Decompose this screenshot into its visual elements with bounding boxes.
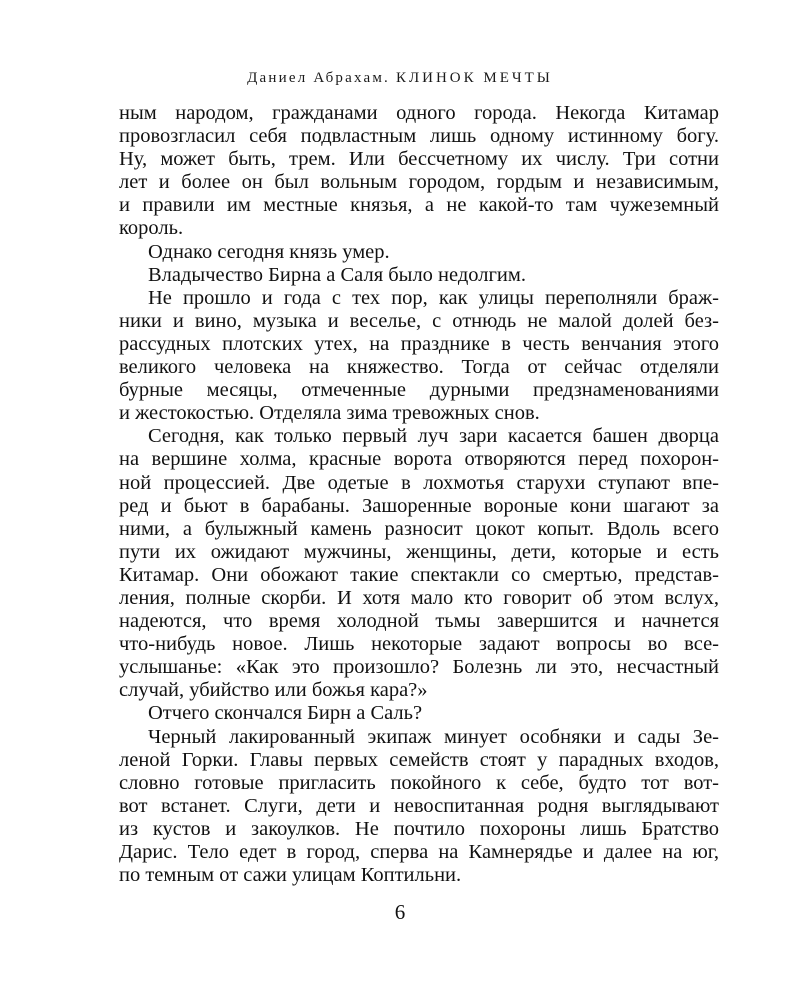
text-line: по темным от сажи улицам Коптильни. (119, 864, 462, 887)
text-line: ред и бьют в барабаны. Зашоренные вороные кони шагают за (119, 494, 719, 517)
text-line: случай, убийство или божья кара?» (119, 679, 428, 702)
text-line: лет и более он был вольным городом, гордым и независимым, (119, 171, 719, 194)
text-line: ной процессией. Две одетые в лохмотья старухи ступают впе- (119, 471, 719, 494)
text-line: король. (119, 217, 184, 240)
running-head (0, 70, 800, 87)
text-line: Дарис. Тело едет в город, сперва на Камнерядье и далее на юг, (119, 841, 719, 863)
text-line: надеются, что время холодной тьмы завершится и начнется (119, 610, 719, 633)
text-line: Сегодня, как только первый луч зари касается башен дворца (148, 425, 719, 448)
text-line: Ну, может быть, трем. Или бессчетному их числу. Три сотни (119, 148, 719, 171)
text-line: рассудных плотских утех, на празднике в честь венчания этого (119, 332, 719, 355)
text-line: что-нибудь новое. Лишь некоторые задают вопросы во все- (119, 633, 719, 656)
text-line: Однако сегодня князь умер. (148, 240, 390, 263)
text-line: ления, полные скорби. И хотя мало кто говорит об этом вслух, (119, 586, 719, 609)
text-line: Не прошло и года с тех пор, как улицы переполняли браж- (148, 286, 719, 309)
text-line: ники и вино, музыка и веселье, с отнюдь не малой долей без- (119, 309, 719, 332)
text-line: Владычество Бирна а Саля было недолгим. (148, 263, 526, 286)
text-line: Черный лакированный экипаж минует особняки и сады Зе- (148, 725, 719, 748)
page-number: 6 (394, 900, 406, 924)
text-line: провозгласил себя подвластным лишь одному истинному богу. (119, 125, 719, 148)
text-line: словно готовые пригласить покойного к себе, будто тот вот- (119, 771, 719, 794)
text-line: вот встанет. Слуги, дети и невоспитанная родня выглядывают (119, 794, 719, 817)
text-line: ным народом, гражданами одного города. Некогда Китамар (119, 102, 719, 124)
text-line: ними, а булыжный камень разносит цокот копыт. Вдоль всего (119, 517, 719, 540)
text-line: Китамар. Они обожают такие спектакли со смертью, представ- (119, 563, 719, 586)
text-line: и правили им местные князья, а не какой-то там чужеземный (119, 194, 719, 217)
text-line: и жестокостью. Отделяла зима тревожных снов. (119, 402, 540, 425)
text-line: Отчего скончался Бирн а Саль? (148, 702, 423, 725)
running-head-title: КЛИНОК МЕЧТЫ (395, 70, 553, 86)
text-line: бурные месяцы, отмеченные дурными предзнаменованиями (119, 379, 719, 402)
text-line: пути их ожидают мужчины, женщины, дети, которые и есть (119, 540, 719, 563)
running-head-author: Даниел Абрахам. (247, 70, 390, 86)
text-line: из кустов и закоулков. Не почтило похороны лишь Братство (119, 817, 719, 840)
text-line: услышанье: «Как это произошло? Болезнь ли это, несчастный (119, 656, 719, 679)
text-line: великого человека на княжество. Тогда от сейчас отделяли (119, 356, 719, 379)
text-line: леной Горки. Главы первых семейств стоят у парадных входов, (119, 748, 719, 771)
body-text (119, 102, 719, 887)
text-line: на вершине холма, красные ворота отворяются перед похорон- (119, 448, 719, 471)
